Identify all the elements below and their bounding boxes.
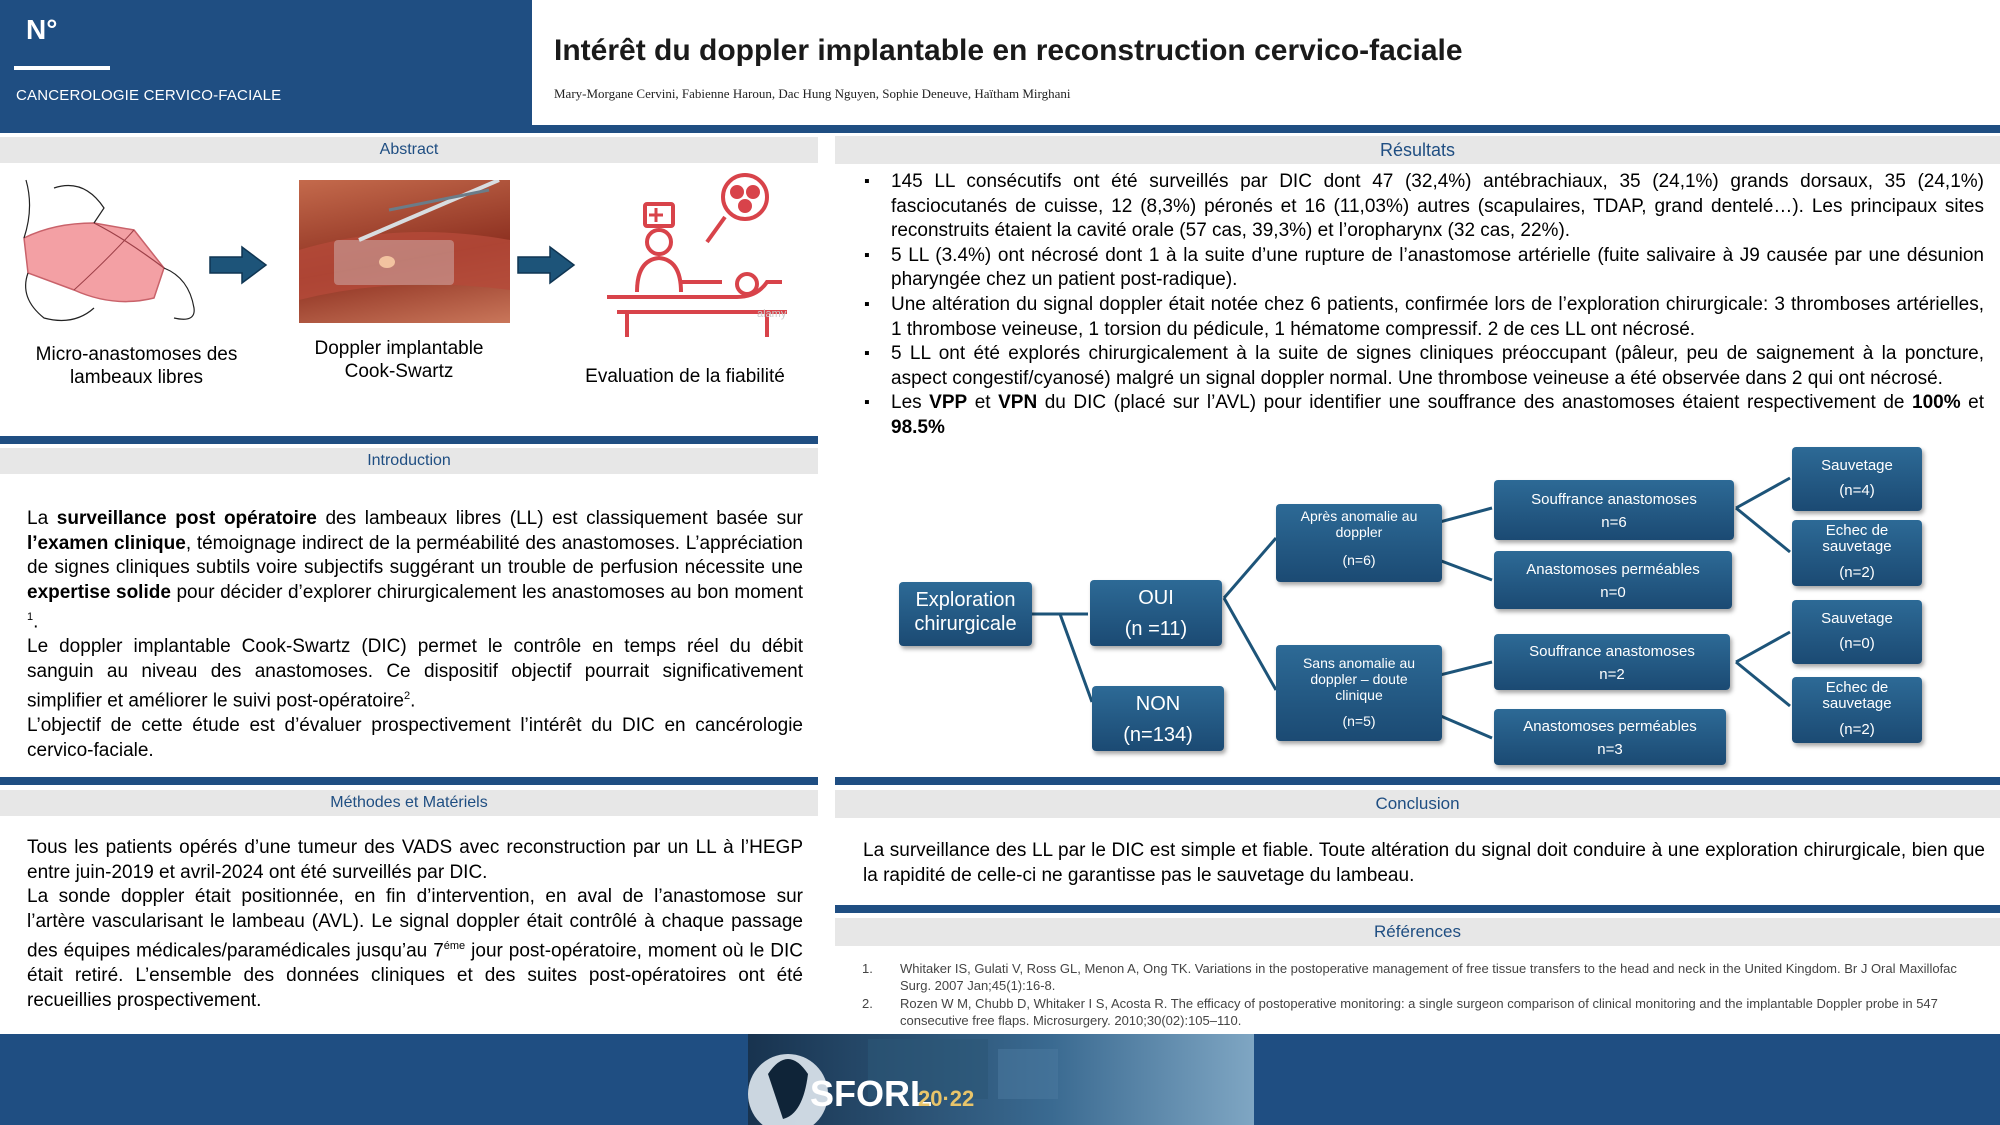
reference-1: 1. Whitaker IS, Gulati V, Ross GL, Menon A, Ong TK. Variations in the postoperative management of free tissue transfers to the head and neck in the United Kingdom. Br J Oral Maxillofac Surg. 2007 Jan;45(1):16-8. xyxy=(862,961,1957,993)
methods-bar xyxy=(0,777,818,785)
methods-paragraph-2: La sonde doppler était positionnée, en fin d’intervention, en aval de l’anastomose sur l’artère vascularisant le lambeau (AVL). Le signal doppler était contrôlé à chaque passage des équipes médicales/paramédicales jusqu’au $7^{éme}$ jour post-opératoire, moment où le DIC était retiré. L’ensemble des données cliniques et des suites post-opératoires ont été recueillies prospectivement. xyxy=(27,886,803,1011)
result-item-4: ▪ 5 LL ont été explorés chirurgicalement à la suite de signes cliniques préoccupant (pâleur, peu de saignement à la poncture, aspect congestif/cyanosé) malgré un signal doppler normal. Une thrombose veineuse a été observée dans 2 qui ont nécrosé. xyxy=(864,342,1984,391)
sforl-logo: SFORL xyxy=(810,1073,932,1114)
caption-anastomoses: Micro-anastomoses des lambeaux libres xyxy=(35,344,238,388)
caption-doppler: Doppler implantable Cook-Swartz xyxy=(314,338,484,382)
congress-dates: 20·22 xyxy=(918,1086,975,1111)
intro-paragraph-2: Le doppler implantable Cook-Swartz (DIC) permet le contrôle en temps réel du débit sanguin au niveau des anastomoses. Ce dispositif objectif pourrait significativement simplifier et améliorer le suivi post-opératoire$^2$. xyxy=(27,636,803,712)
conclusion-heading: Conclusion xyxy=(835,790,2000,818)
header-divider xyxy=(14,66,110,70)
node-echec-1: Echec de sauvetage (n=2) xyxy=(1792,520,1922,586)
methods-paragraph-1: Tous les patients opérés d’une tumeur des VADS avec reconstruction par un LL à l’HEGP entre juin-2019 et avril-2024 ont été surveillés par DIC. xyxy=(27,837,803,883)
sforl-banner xyxy=(748,1034,1254,1125)
node-sauvetage-1: Sauvetage (n=4) xyxy=(1792,447,1922,511)
node-permeables-2: Anastomoses perméables n=3 xyxy=(1494,709,1726,765)
authors: Mary-Morgane Cervini, Fabienne Haroun, Dac Hung Nguyen, Sophie Deneuve, Haïtham Mirghani xyxy=(554,86,1071,101)
watermark: alamy xyxy=(757,308,787,320)
header-bar xyxy=(0,125,2000,133)
header-panel xyxy=(0,0,532,125)
node-sans-anomalie: Sans anomalie au doppler – doute clinique (n=5) xyxy=(1276,645,1442,741)
node-exploration: Exploration chirurgicale xyxy=(899,582,1032,646)
node-permeables-1: Anastomoses perméables n=0 xyxy=(1494,551,1732,609)
conclusion-bar xyxy=(835,777,2000,785)
node-souffrance-2: Souffrance anastomoses n=2 xyxy=(1494,634,1730,690)
reference-2: 2. Rozen W M, Chubb D, Whitaker I S, Acosta R. The efficacy of postoperative monitoring: a single surgeon comparison of clinical monitoring and the implantable Doppler probe in 547 consecutive free flaps. Microsurgery. 2010;30(02):105–110. xyxy=(862,996,1938,1028)
introduction-heading: Introduction xyxy=(0,448,818,474)
conclusion-text: La surveillance des LL par le DIC est simple et fiable. Toute altération du signal doit conduire à une exploration chirurgicale, bien que la rapidité de celle-ci ne garantisse pas le sauvetage du lambeau. xyxy=(863,840,1985,886)
node-oui: OUI (n =11) xyxy=(1090,580,1222,646)
doppler-photo xyxy=(299,180,510,323)
node-sauvetage-2: Sauvetage (n=0) xyxy=(1792,600,1922,664)
intro-bar xyxy=(0,436,818,444)
methods-text xyxy=(27,836,803,1013)
result-item-3: ▪ Une altération du signal doppler était notée chez 6 patients, confirmée lors de l’exploration chirurgicale: 3 thromboses artérielles, 1 thrombose veineuse, 1 torsion du pédicule, 1 hématome compressif. 2 de ces LL ont nécrosé. xyxy=(864,293,1984,342)
poster-title: Intérêt du doppler implantable en reconstruction cervico-faciale xyxy=(554,34,1463,67)
result-item-1: ▪ 145 LL consécutifs ont été surveillés par DIC dont 47 (32,4%) antébrachiaux, 35 (24,1%) grands dorsaux, 35 (24,1%) fasciocutanés de cuisse, 12 (8,3%) péronés et 16 (11,03%) autres (scapulaires, TDAP, grand dentelé…). Les principaux sites reconstruits étaient la cavité orale (57 cas, 39,3%) et l’oropharynx (32 cas, 22%). xyxy=(864,170,1984,244)
references-heading: Références xyxy=(835,918,2000,946)
result-item-2: ▪ 5 LL (3.4%) ont nécrosé dont 1 à la suite d’une rupture de l’anastomose artérielle (fuite salivaire à J9 causée par une désunion pharyngée chez un patient post-radique). xyxy=(864,244,1984,293)
poster-number: N° xyxy=(26,14,58,45)
anastomosis-illustration xyxy=(14,178,204,328)
introduction-text xyxy=(27,507,803,764)
abstract-heading: Abstract xyxy=(0,137,818,163)
intro-paragraph-1: La surveillance post opératoire des lambeaux libres (LL) est classiquement basée sur l’examen clinique, témoignage indirect de la perméabilité des anastomoses. L’appréciation de signes cliniques subtils voire subjectifs suggérant un trouble de perfusion nécessite une expertise solide pour décider d’explorer chirurgicalement les anastomoses au bon moment $^1$. xyxy=(27,508,803,633)
results-heading: Résultats xyxy=(835,136,2000,164)
intro-paragraph-3: L’objectif de cette étude est d’évaluer prospectivement l’intérêt du DIC en cancérologie cervico-faciale. xyxy=(27,715,803,761)
surgeon-patient-icon xyxy=(597,172,792,342)
caption-fiabilite: Evaluation de la fiabilité xyxy=(585,366,785,387)
results-list xyxy=(864,170,1984,441)
methods-heading: Méthodes et Matériels xyxy=(0,790,818,816)
category-label: CANCEROLOGIE CERVICO-FACIALE xyxy=(16,87,282,104)
references-bar xyxy=(835,905,2000,913)
node-apres-anomalie: Après anomalie au doppler (n=6) xyxy=(1276,504,1442,582)
node-non: NON (n=134) xyxy=(1092,686,1224,751)
arrow-right-icon-2 xyxy=(516,245,576,290)
node-echec-2: Echec de sauvetage (n=2) xyxy=(1792,677,1922,743)
node-souffrance-1: Souffrance anastomoses n=6 xyxy=(1494,480,1734,540)
result-item-5: ▪ Les VPP et VPN du DIC (placé sur l’AVL) pour identifier une souffrance des anastomoses étaient respectivement de 100% et 98.5% xyxy=(864,391,1984,440)
arrow-right-icon xyxy=(208,245,268,290)
